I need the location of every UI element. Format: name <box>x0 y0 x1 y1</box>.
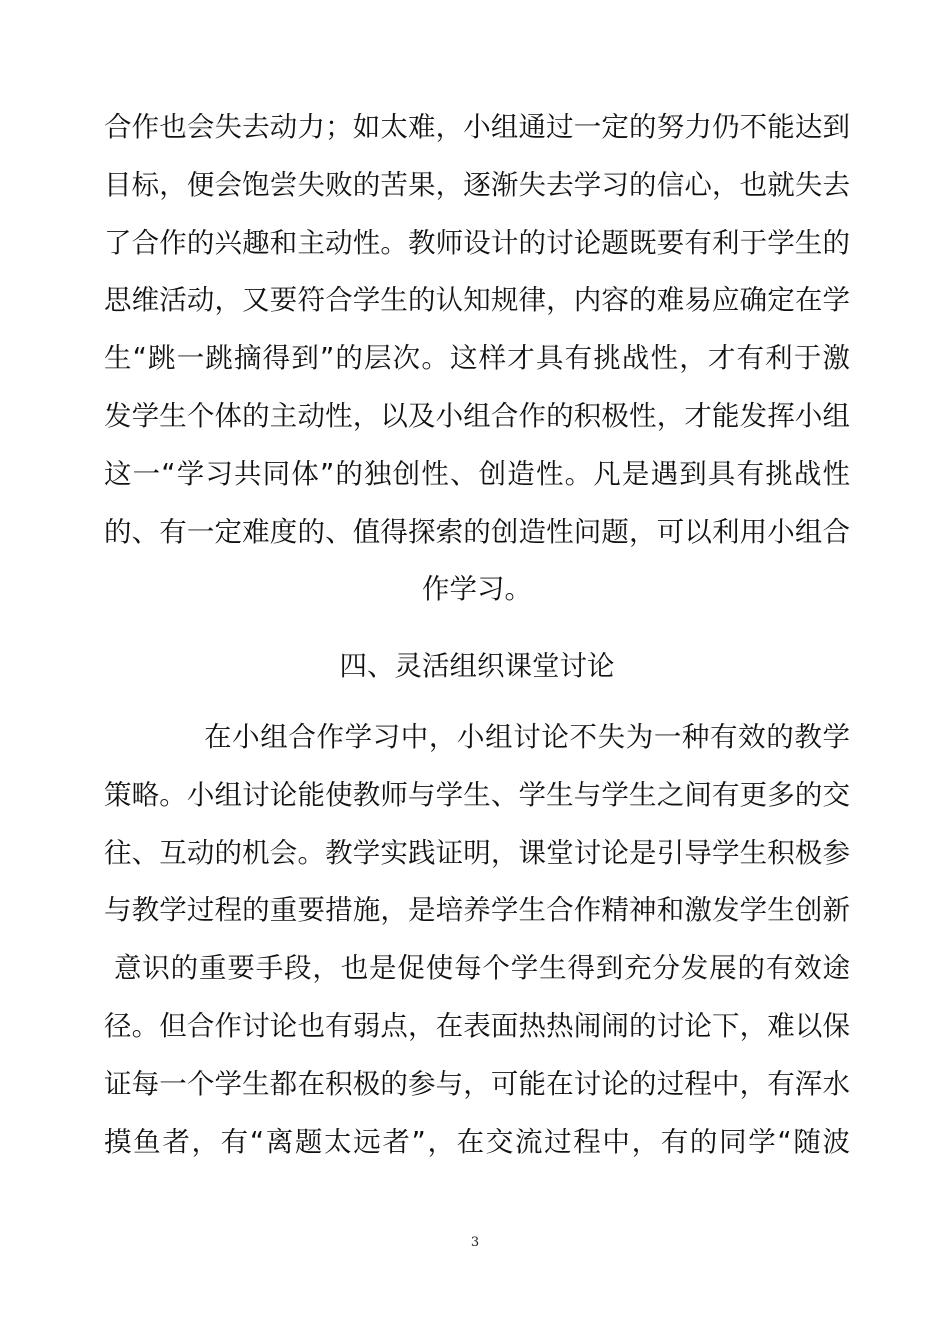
text-line: 证每一个学生都在积极的参与，可能在讨论的过程中，有浑水 <box>104 1067 850 1100</box>
text-line-last: 作学习。 <box>422 573 532 606</box>
text-line: 了合作的兴趣和主动性。教师设计的讨论题既要有利于学生的 <box>104 226 850 259</box>
text-line: 往、互动的机会。教学实践证明，课堂讨论是引导学生积极参 <box>104 836 850 869</box>
text-line: 这一“学习共同体”的独创性、创造性。凡是遇到具有挑战性 <box>104 457 850 490</box>
text-line: 发学生个体的主动性，以及小组合作的积极性，才能发挥小组 <box>104 399 850 432</box>
text-line: 策略。小组讨论能使教师与学生、学生与学生之间有更多的交 <box>104 778 850 811</box>
body-paragraph-2 <box>104 709 850 1171</box>
text-line: 与教学过程的重要措施，是培养学生合作精神和激发学生创新 <box>104 894 850 927</box>
text-line: 的、有一定难度的、值得探索的创造性问题，可以利用小组合 <box>104 515 850 548</box>
page-number: 3 <box>470 1235 480 1250</box>
text-line: 生“跳一跳摘得到”的层次。这样才具有挑战性，才有利于激 <box>104 342 850 375</box>
section-heading: 四、灵活组织课堂讨论 <box>339 650 615 682</box>
text-line: 径。但合作讨论也有弱点，在表面热热闹闹的讨论下，难以保 <box>104 1009 850 1042</box>
text-line: 合作也会失去动力；如太难，小组通过一定的努力仍不能达到 <box>104 111 850 143</box>
text-line: 思维活动，又要符合学生的认知规律，内容的难易应确定在学 <box>104 284 850 317</box>
text-line-first: 在小组合作学习中，小组讨论不失为一种有效的教学 <box>204 721 850 753</box>
text-line: 目标，便会饱尝失败的苦果，逐渐失去学习的信心，也就失去 <box>104 168 850 201</box>
text-line: 意识的重要手段，也是促使每个学生得到充分发展的有效途 <box>114 952 850 985</box>
text-line: 摸鱼者，有“离题太远者”，在交流过程中，有的同学“随波 <box>104 1125 850 1158</box>
body-paragraph-1 <box>104 99 850 619</box>
